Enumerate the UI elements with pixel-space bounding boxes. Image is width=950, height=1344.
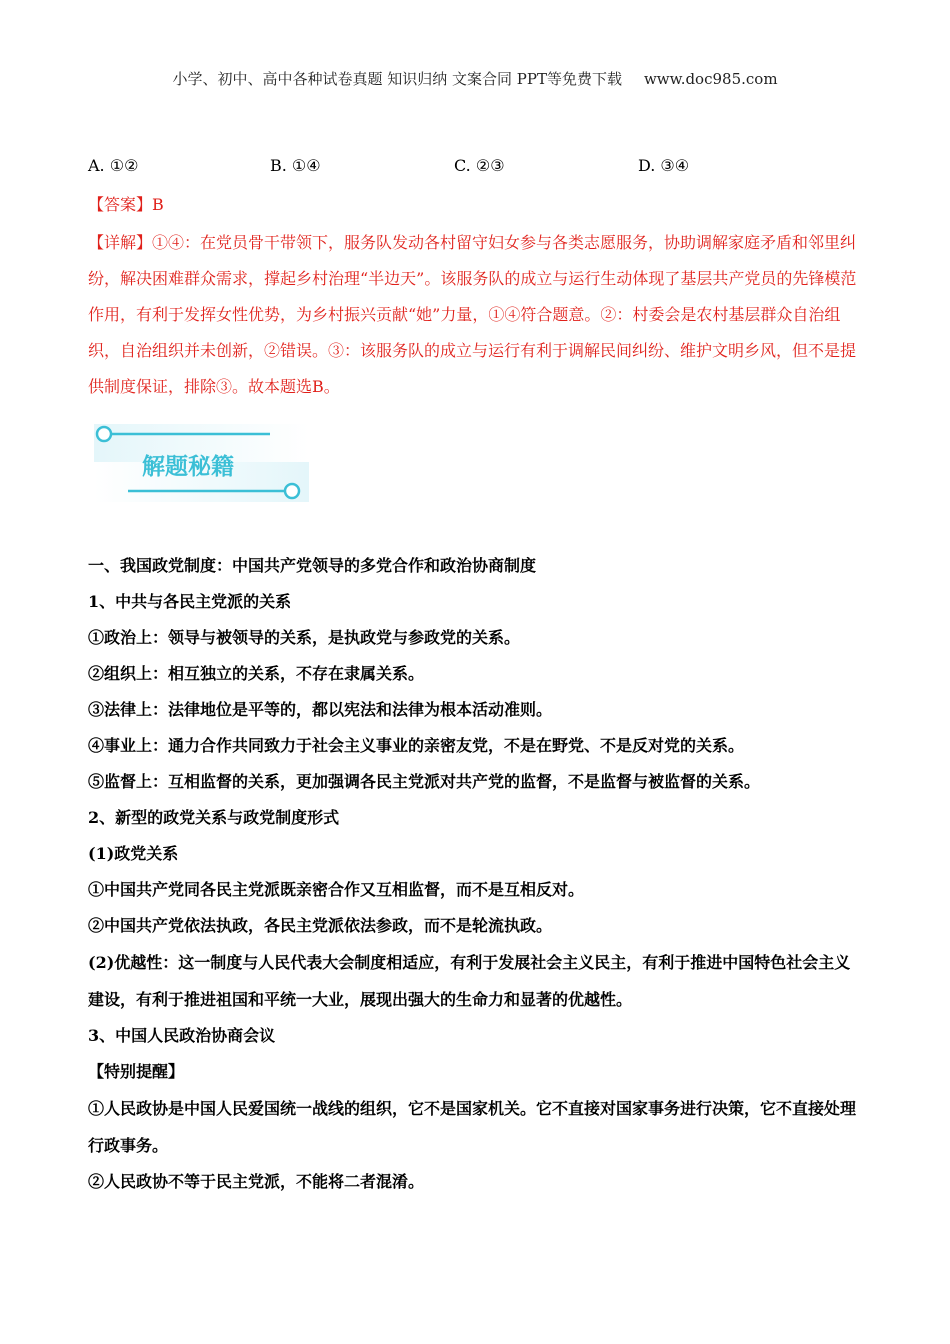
answer-explanation: 【详解】①④：在党员骨干带领下，服务队发动各村留守妇女参与各类志愿服务，协助调解家庭矛盾和邻里纠纷，解决困难群众需求，撑起乡村治理“半边天”。该服务队的成立与运行生动体现了基层共产党员的先锋模范作用，有利于发挥女性优势，为乡村振兴贡献“她”力量，①④符合题意。②：村委会是农村基层群众自治组织，自治组织并未创新，②错误。③：该服务队的成立与运行有利于调解民间纠纷、维护文明乡风，但不是提供制度保证，排除③。故本题选B。 [88, 233, 857, 396]
content-line: ④事业上：通力合作共同致力于社会主义事业的亲密友党，不是在野党、不是反对党的关系。 [88, 736, 745, 755]
content-paragraph: ①人民政协是中国人民爱国统一战线的组织，它不是国家机关。它不直接对国家事务进行决策，它不直接处理行政事务。 [88, 1099, 857, 1155]
subsection-heading: 1、中共与各民主党派的关系 [88, 592, 292, 611]
subsection-heading: 3、中国人民政治协商会议 [88, 1026, 276, 1045]
subsection-heading: 2、新型的政党关系与政党制度形式 [88, 808, 340, 827]
section-heading: 一、我国政党制度：中国共产党领导的多党合作和政治协商制度 [88, 556, 537, 575]
content-line: ②中国共产党依法执政，各民主党派依法参政，而不是轮流执政。 [88, 916, 553, 935]
tips-badge-graphic [90, 418, 315, 508]
content-line: ③法律上：法律地位是平等的，都以宪法和法律为根本活动准则。 [88, 700, 553, 719]
option-b: B. ①④ [270, 156, 321, 175]
badge-circle-bottom [285, 484, 299, 498]
option-c: C. ②③ [454, 156, 505, 175]
badge-circle-top [97, 427, 111, 441]
content-line: ②人民政协不等于民主党派，不能将二者混淆。 [88, 1172, 425, 1191]
content-line: ①中国共产党同各民主党派既亲密合作又互相监督，而不是互相反对。 [88, 880, 585, 899]
answer-options [88, 156, 868, 180]
content-line: ①政治上：领导与被领导的关系，是执政党与参政党的关系。 [88, 628, 521, 647]
content-line: ⑤监督上：互相监督的关系，更加强调各民主党派对共产党的监督，不是监督与被监督的关系。 [88, 772, 761, 791]
content-line: ②组织上：相互独立的关系，不存在隶属关系。 [88, 664, 425, 683]
content-paragraph: (2)优越性：这一制度与人民代表大会制度相适应，有利于发展社会主义民主，有利于推进中国特色社会主义建设，有利于推进祖国和平统一大业，展现出强大的生命力和显著的优越性。 [88, 953, 851, 1009]
badge-title: 解题秘籍 [142, 454, 234, 480]
knowledge-content [88, 548, 866, 1200]
tips-badge [90, 418, 315, 508]
answer: 【答案】B [88, 195, 164, 214]
header-text: 小学、初中、高中各种试卷真题 知识归纳 文案合同 PPT等免费下载 [172, 70, 622, 88]
header-site-link[interactable]: www.doc985.com [643, 70, 778, 88]
content-line: (1)政党关系 [88, 844, 179, 863]
page-header [0, 68, 950, 89]
option-d: D. ③④ [638, 156, 690, 175]
option-a: A. ①② [88, 156, 139, 175]
special-reminder-heading: 【特别提醒】 [88, 1062, 185, 1081]
